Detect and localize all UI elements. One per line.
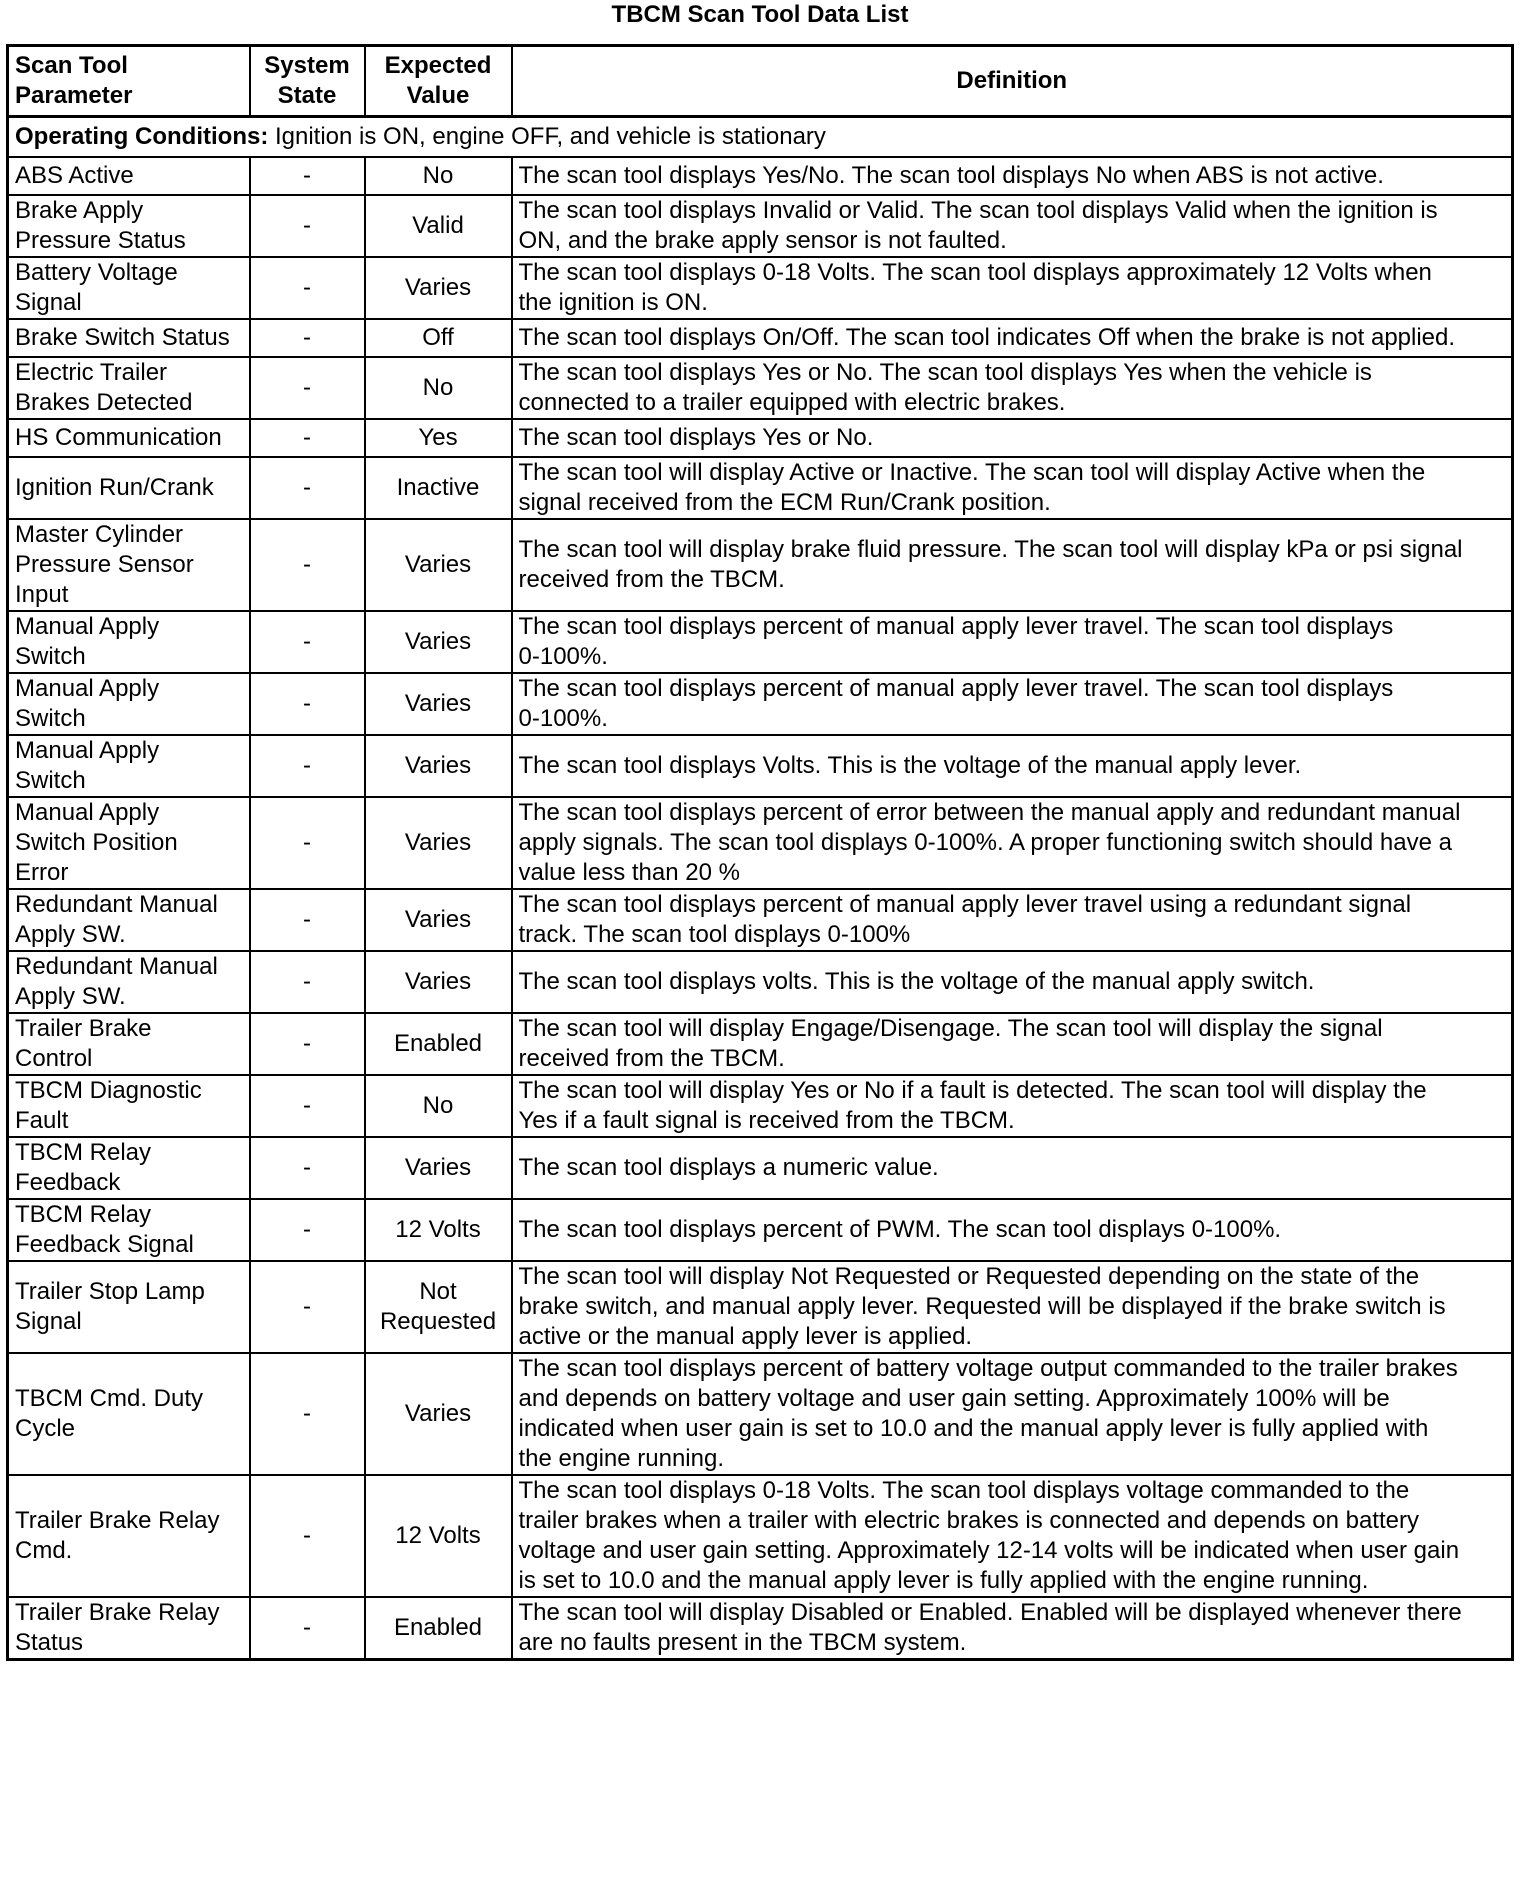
parameter-cell	[8, 419, 250, 457]
expected-value-cell	[365, 1199, 512, 1261]
table-row	[8, 357, 1513, 419]
parameter-cell-line: ABS Active	[15, 162, 134, 189]
expected-value-cell-line: No	[422, 162, 454, 189]
expected-value-cell-line: Valid	[412, 212, 464, 239]
system-state-cell: -	[250, 419, 365, 457]
parameter-cell-line: Cmd.	[15, 1537, 73, 1564]
expected-value-cell	[365, 735, 512, 797]
definition-cell-line: The scan tool displays percent of error between the manual apply and redundant manual	[518, 799, 1461, 826]
system-state-cell: -	[250, 319, 365, 357]
parameter-cell	[8, 1013, 250, 1075]
header-state-line: State	[277, 82, 337, 109]
definition-cell-line: The scan tool displays a numeric value.	[518, 1154, 939, 1181]
table-row	[8, 611, 1513, 673]
definition-cell-line: The scan tool displays percent of manual apply lever travel. The scan tool displays	[518, 675, 1394, 702]
parameter-cell-line: TBCM Cmd. Duty	[15, 1385, 204, 1412]
definition-cell	[512, 457, 1513, 519]
definition-cell-line: The scan tool displays Yes or No. The scan tool displays Yes when the vehicle is	[518, 359, 1372, 386]
definition-cell-line: The scan tool displays percent of PWM. The scan tool displays 0-100%.	[518, 1216, 1282, 1243]
definition-cell	[512, 1137, 1513, 1199]
definition-cell-line: The scan tool displays percent of battery voltage output commanded to the trailer brakes	[518, 1355, 1458, 1382]
expected-value-cell	[365, 1353, 512, 1475]
header-parameter-line: Scan Tool	[15, 52, 128, 79]
definition-cell-line: connected to a trailer equipped with electric brakes.	[518, 389, 1066, 416]
system-state-cell: -	[250, 1597, 365, 1660]
parameter-cell-line: Cycle	[15, 1415, 76, 1442]
expected-value-cell-line: Enabled	[393, 1614, 483, 1641]
definition-cell	[512, 951, 1513, 1013]
definition-cell-line: 0-100%.	[518, 705, 608, 732]
header-parameter	[8, 46, 250, 117]
table-row	[8, 319, 1513, 357]
parameter-cell	[8, 319, 250, 357]
definition-cell-line: the engine running.	[518, 1445, 724, 1472]
definition-cell-line: received from the TBCM.	[518, 566, 785, 593]
parameter-cell-line: Ignition Run/Crank	[15, 474, 214, 501]
parameter-cell-line: Switch	[15, 643, 86, 670]
definition-cell-line: received from the TBCM.	[518, 1045, 785, 1072]
expected-value-cell	[365, 1475, 512, 1597]
expected-value-cell	[365, 889, 512, 951]
definition-cell	[512, 519, 1513, 611]
expected-value-cell	[365, 357, 512, 419]
table-row	[8, 735, 1513, 797]
parameter-cell	[8, 257, 250, 319]
system-state-cell: -	[250, 457, 365, 519]
expected-value-cell-line: Off	[422, 324, 454, 351]
table-row	[8, 951, 1513, 1013]
definition-cell-line: active or the manual apply lever is applied.	[518, 1323, 973, 1350]
definition-cell-line: the ignition is ON.	[518, 289, 708, 316]
parameter-cell-line: Switch	[15, 767, 86, 794]
expected-value-cell-line: Varies	[404, 274, 472, 301]
definition-cell	[512, 1597, 1513, 1660]
system-state-cell: -	[250, 1353, 365, 1475]
table-row	[8, 1199, 1513, 1261]
table-row	[8, 457, 1513, 519]
expected-value-cell-line: Varies	[404, 690, 472, 717]
parameter-cell-line: Input	[15, 581, 69, 608]
expected-value-cell	[365, 519, 512, 611]
definition-cell	[512, 1475, 1513, 1597]
parameter-cell-line: Pressure Status	[15, 227, 186, 254]
expected-value-cell	[365, 1075, 512, 1137]
system-state-cell: -	[250, 797, 365, 889]
header-expected-line: Expected	[384, 52, 492, 79]
definition-cell-line: are no faults present in the TBCM system.	[518, 1629, 967, 1656]
definition-cell	[512, 1261, 1513, 1353]
parameter-cell-line: Manual Apply	[15, 675, 160, 702]
parameter-cell-line: TBCM Relay	[15, 1139, 152, 1166]
definition-cell-line: ON, and the brake apply sensor is not faulted.	[518, 227, 1007, 254]
definition-cell	[512, 195, 1513, 257]
system-state-cell: -	[250, 1475, 365, 1597]
definition-cell	[512, 419, 1513, 457]
definition-cell-line: apply signals. The scan tool displays 0-100%. A proper functioning switch should have a	[518, 829, 1452, 856]
expected-value-cell-line: No	[422, 374, 454, 401]
definition-cell-line: and depends on battery voltage and user gain setting. Approximately 100% will be	[518, 1385, 1390, 1412]
parameter-cell-line: TBCM Diagnostic	[15, 1077, 202, 1104]
header-expected-line: Value	[406, 82, 470, 109]
system-state-cell: -	[250, 951, 365, 1013]
system-state-cell: -	[250, 1013, 365, 1075]
definition-cell	[512, 889, 1513, 951]
definition-cell-line: The scan tool will display brake fluid pressure. The scan tool will display kPa or psi signal	[518, 536, 1463, 563]
expected-value-cell	[365, 319, 512, 357]
table-row	[8, 797, 1513, 889]
expected-value-cell	[365, 951, 512, 1013]
definition-cell	[512, 735, 1513, 797]
definition-cell-line: value less than 20 %	[518, 859, 740, 886]
expected-value-cell	[365, 797, 512, 889]
table-row	[8, 519, 1513, 611]
system-state-cell: -	[250, 889, 365, 951]
table-row	[8, 157, 1513, 195]
table-row	[8, 1597, 1513, 1660]
parameter-cell-line: Fault	[15, 1107, 69, 1134]
parameter-cell-line: Manual Apply	[15, 737, 160, 764]
definition-cell-line: Yes if a fault signal is received from the TBCM.	[518, 1107, 1015, 1134]
operating-conditions-text: Ignition is ON, engine OFF, and vehicle is stationary	[268, 123, 826, 150]
system-state-cell: -	[250, 611, 365, 673]
expected-value-cell	[365, 257, 512, 319]
parameter-cell-line: Trailer Brake Relay	[15, 1507, 220, 1534]
parameter-cell-line: Trailer Stop Lamp	[15, 1278, 205, 1305]
expected-value-cell	[365, 1013, 512, 1075]
definition-cell	[512, 673, 1513, 735]
parameter-cell-line: HS Communication	[15, 424, 222, 451]
parameter-cell	[8, 457, 250, 519]
definition-cell	[512, 1199, 1513, 1261]
definition-cell	[512, 1075, 1513, 1137]
expected-value-cell	[365, 1137, 512, 1199]
header-definition: Definition	[512, 46, 1513, 117]
definition-cell-line: indicated when user gain is set to 10.0 and the manual apply lever is fully applied with	[518, 1415, 1429, 1442]
parameter-cell	[8, 889, 250, 951]
system-state-cell: -	[250, 157, 365, 195]
table-row	[8, 195, 1513, 257]
parameter-cell-line: Pressure Sensor	[15, 551, 194, 578]
definition-cell	[512, 1353, 1513, 1475]
parameter-cell-line: Battery Voltage	[15, 259, 178, 286]
parameter-cell	[8, 357, 250, 419]
table-row	[8, 419, 1513, 457]
definition-cell-line: The scan tool displays Yes/No. The scan tool displays No when ABS is not active.	[518, 162, 1384, 189]
expected-value-cell-line: 12 Volts	[395, 1216, 481, 1243]
parameter-cell-line: Apply SW.	[15, 921, 126, 948]
parameter-cell	[8, 1353, 250, 1475]
expected-value-cell	[365, 419, 512, 457]
definition-cell-line: trailer brakes when a trailer with electric brakes is connected and depends on battery	[518, 1507, 1419, 1534]
expected-value-cell-line: Varies	[404, 906, 472, 933]
definition-cell	[512, 797, 1513, 889]
expected-value-cell-line: Varies	[404, 1154, 472, 1181]
definition-cell	[512, 319, 1513, 357]
parameter-cell-line: Control	[15, 1045, 93, 1072]
operating-conditions-row	[8, 117, 1513, 158]
system-state-cell: -	[250, 1261, 365, 1353]
definition-cell-line: The scan tool displays Volts. This is the voltage of the manual apply lever.	[518, 752, 1302, 779]
page-title: TBCM Scan Tool Data List	[611, 1, 909, 28]
expected-value-cell	[365, 673, 512, 735]
table-row	[8, 1475, 1513, 1597]
definition-cell-line: The scan tool displays Invalid or Valid. The scan tool displays Valid when the ignition is	[518, 197, 1438, 224]
expected-value-cell-line: Varies	[404, 1400, 472, 1427]
parameter-cell-line: Redundant Manual	[15, 891, 218, 918]
parameter-cell	[8, 951, 250, 1013]
parameter-cell	[8, 1475, 250, 1597]
expected-value-cell-line: Varies	[404, 551, 472, 578]
definition-cell-line: The scan tool displays 0-18 Volts. The scan tool displays voltage commanded to the	[518, 1477, 1410, 1504]
expected-value-cell	[365, 195, 512, 257]
system-state-cell: -	[250, 735, 365, 797]
expected-value-cell-line: Not	[419, 1278, 457, 1305]
table-row	[8, 673, 1513, 735]
expected-value-cell-line: Varies	[404, 752, 472, 779]
definition-cell-line: track. The scan tool displays 0-100%	[518, 921, 911, 948]
expected-value-cell-line: Inactive	[396, 474, 480, 501]
parameter-cell-line: Electric Trailer	[15, 359, 168, 386]
system-state-cell: -	[250, 195, 365, 257]
table-row	[8, 1013, 1513, 1075]
system-state-cell: -	[250, 673, 365, 735]
definition-cell-line: The scan tool displays Yes or No.	[518, 424, 874, 451]
parameter-cell	[8, 797, 250, 889]
definition-cell-line: The scan tool displays volts. This is the voltage of the manual apply switch.	[518, 968, 1315, 995]
parameter-cell-line: Feedback Signal	[15, 1231, 194, 1258]
parameter-cell-line: Manual Apply	[15, 613, 160, 640]
table-row	[8, 257, 1513, 319]
expected-value-cell	[365, 1597, 512, 1660]
definition-cell-line: The scan tool displays percent of manual apply lever travel using a redundant signal	[518, 891, 1412, 918]
definition-cell	[512, 157, 1513, 195]
expected-value-cell-line: Enabled	[393, 1030, 483, 1057]
parameter-cell-line: Trailer Brake	[15, 1015, 152, 1042]
expected-value-cell-line: Requested	[379, 1308, 497, 1335]
parameter-cell-line: TBCM Relay	[15, 1201, 152, 1228]
definition-cell-line: voltage and user gain setting. Approximately 12-14 volts will be indicated when user gain	[518, 1537, 1460, 1564]
expected-value-cell-line: Varies	[404, 968, 472, 995]
parameter-cell-line: Redundant Manual	[15, 953, 218, 980]
header-system-state	[250, 46, 365, 117]
system-state-cell: -	[250, 1199, 365, 1261]
system-state-cell: -	[250, 1137, 365, 1199]
definition-cell	[512, 357, 1513, 419]
expected-value-cell	[365, 1261, 512, 1353]
parameter-cell-line: Apply SW.	[15, 983, 126, 1010]
system-state-cell: -	[250, 357, 365, 419]
table-row	[8, 1353, 1513, 1475]
definition-cell-line: The scan tool will display Yes or No if a fault is detected. The scan tool will display the	[518, 1077, 1427, 1104]
table-header-row	[8, 46, 1513, 117]
definition-cell-line: 0-100%.	[518, 643, 608, 670]
parameter-cell-line: Signal	[15, 1308, 82, 1335]
parameter-cell	[8, 519, 250, 611]
expected-value-cell-line: Varies	[404, 829, 472, 856]
expected-value-cell-line: 12 Volts	[395, 1522, 481, 1549]
system-state-cell: -	[250, 1075, 365, 1137]
definition-cell-line: The scan tool will display Engage/Disengage. The scan tool will display the signal	[518, 1015, 1383, 1042]
parameter-cell	[8, 1075, 250, 1137]
table-row	[8, 889, 1513, 951]
table-row	[8, 1261, 1513, 1353]
parameter-cell-line: Trailer Brake Relay	[15, 1599, 220, 1626]
table-row	[8, 1075, 1513, 1137]
definition-cell-line: The scan tool displays On/Off. The scan tool indicates Off when the brake is not applied.	[518, 324, 1456, 351]
definition-cell-line: brake switch, and manual apply lever. Requested will be displayed if the brake switch is	[518, 1293, 1446, 1320]
parameter-cell-line: Signal	[15, 289, 82, 316]
parameter-cell-line: Error	[15, 859, 69, 886]
expected-value-cell	[365, 611, 512, 673]
definition-cell-line: is set to 10.0 and the manual apply lever is fully applied with the engine running.	[518, 1567, 1369, 1594]
expected-value-cell-line: Varies	[404, 628, 472, 655]
table-row	[8, 1137, 1513, 1199]
expected-value-cell-line: Yes	[418, 424, 458, 451]
parameter-cell-line: Switch	[15, 705, 86, 732]
parameter-cell-line: Feedback	[15, 1169, 121, 1196]
system-state-cell: -	[250, 519, 365, 611]
definition-cell	[512, 611, 1513, 673]
header-expected-value	[365, 46, 512, 117]
parameter-cell	[8, 735, 250, 797]
system-state-cell: -	[250, 257, 365, 319]
parameter-cell-line: Brake Apply	[15, 197, 144, 224]
parameter-cell-line: Brakes Detected	[15, 389, 193, 416]
scan-tool-data-table	[6, 44, 1514, 1661]
definition-cell-line: The scan tool will display Disabled or Enabled. Enabled will be displayed whenever there	[518, 1599, 1462, 1626]
parameter-cell-line: Status	[15, 1629, 84, 1656]
parameter-cell	[8, 1199, 250, 1261]
parameter-cell	[8, 611, 250, 673]
parameter-cell-line: Manual Apply	[15, 799, 160, 826]
parameter-cell	[8, 1137, 250, 1199]
definition-cell-line: The scan tool will display Active or Inactive. The scan tool will display Active when the	[518, 459, 1426, 486]
definition-cell-line: The scan tool displays 0-18 Volts. The scan tool displays approximately 12 Volts when	[518, 259, 1432, 286]
header-parameter-line: Parameter	[15, 82, 133, 109]
definition-cell-line: signal received from the ECM Run/Crank position.	[518, 489, 1051, 516]
definition-cell	[512, 257, 1513, 319]
operating-conditions-cell	[8, 117, 1513, 158]
parameter-cell	[8, 673, 250, 735]
definition-cell-line: The scan tool will display Not Requested or Requested depending on the state of the	[518, 1263, 1420, 1290]
parameter-cell-line: Switch Position	[15, 829, 178, 856]
definition-cell	[512, 1013, 1513, 1075]
header-state-line: System	[264, 52, 350, 79]
expected-value-cell	[365, 157, 512, 195]
parameter-cell	[8, 157, 250, 195]
definition-cell-line: The scan tool displays percent of manual apply lever travel. The scan tool displays	[518, 613, 1394, 640]
expected-value-cell	[365, 457, 512, 519]
parameter-cell	[8, 1597, 250, 1660]
operating-conditions-label: Operating Conditions:	[15, 123, 269, 150]
expected-value-cell-line: No	[422, 1092, 454, 1119]
parameter-cell	[8, 1261, 250, 1353]
parameter-cell	[8, 195, 250, 257]
parameter-cell-line: Brake Switch Status	[15, 324, 230, 351]
parameter-cell-line: Master Cylinder	[15, 521, 184, 548]
